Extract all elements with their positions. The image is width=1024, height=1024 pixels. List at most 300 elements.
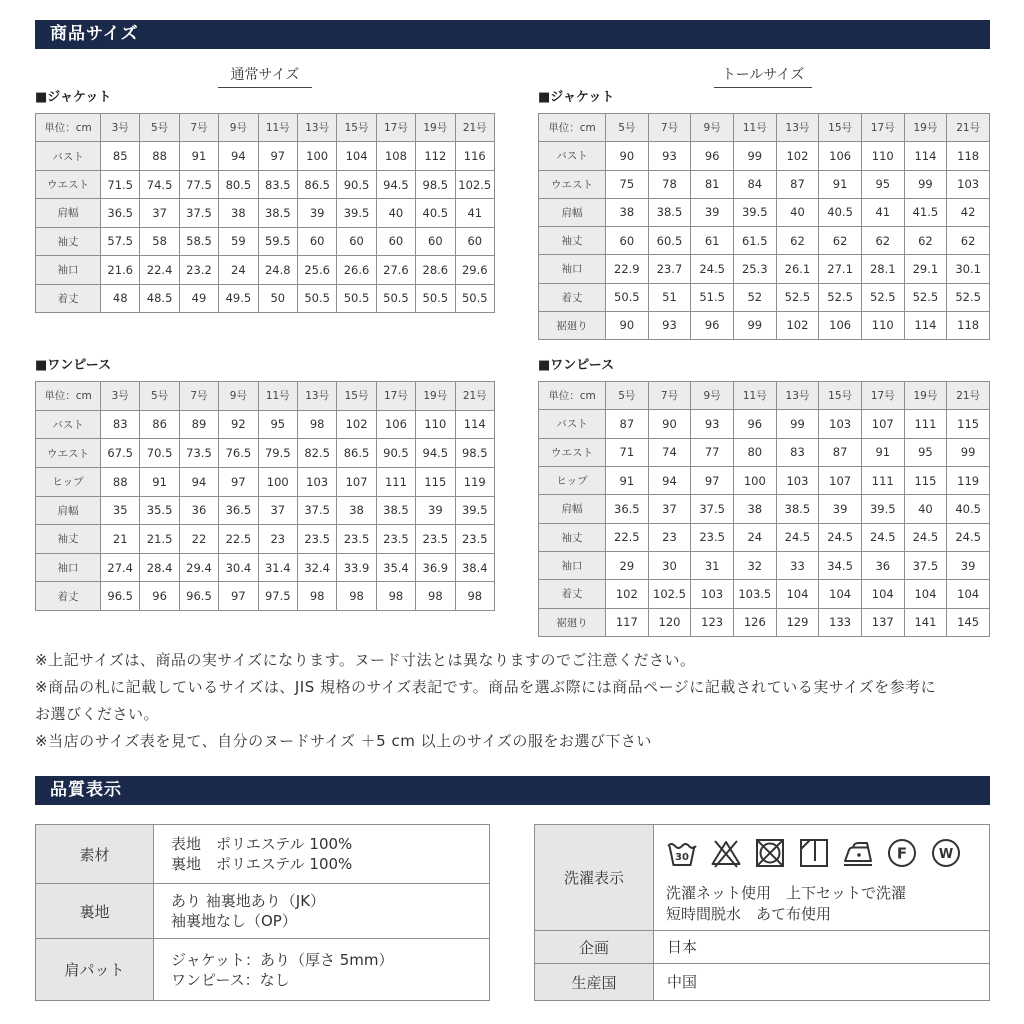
size-value-cell: 23.2 [179,256,218,284]
measurement-row [36,582,495,611]
size-value-cell: 24.5 [691,255,734,283]
size-value-cell: 95 [904,438,947,466]
size-value-cell: 80 [733,438,776,466]
size-value-cell: 96 [691,311,734,339]
size-value-cell: 31.4 [258,553,297,582]
size-value-cell: 21.6 [101,256,140,284]
size-column-header: 5号 [606,114,649,142]
size-column-header: 11号 [258,114,297,142]
measurement-row [539,495,990,523]
size-value-cell: 23 [648,523,691,551]
size-value-cell: 52.5 [904,283,947,311]
size-column-header: 11号 [733,382,776,410]
size-value-cell: 62 [819,227,862,255]
measurement-row [539,227,990,255]
size-value-cell: 87 [606,410,649,438]
measurement-row [539,283,990,311]
regular-size-title: 通常サイズ [218,64,312,88]
size-value-cell: 29.6 [455,256,494,284]
size-value-cell: 104 [819,580,862,608]
size-value-cell: 98 [337,582,376,611]
measurement-label: ウエスト [36,439,101,468]
size-value-cell: 83 [776,438,819,466]
size-value-cell: 118 [947,142,990,170]
size-value-cell: 29.1 [904,255,947,283]
size-column-header: 3号 [101,382,140,411]
size-value-cell: 97 [258,142,297,170]
size-value-cell: 71.5 [101,170,140,198]
size-note-line: ※商品の札に記載しているサイズは、JIS 規格のサイズ表記です。商品を選ぶ際には商品ページに記載されている実サイズを参考に [35,678,937,696]
shoulder-pad-label: 肩パット [36,939,154,1001]
size-value-cell: 98 [297,582,336,611]
measurement-row [539,198,990,226]
measurement-row [36,170,495,198]
size-value-cell: 50.5 [606,283,649,311]
size-value-cell: 62 [861,227,904,255]
size-value-cell: 71 [606,438,649,466]
size-value-cell: 91 [179,142,218,170]
size-value-cell: 22.9 [606,255,649,283]
size-value-cell: 97 [219,582,258,611]
quality-section-header [35,776,990,805]
size-value-cell: 50.5 [337,284,376,312]
size-value-cell: 115 [947,410,990,438]
lining-value [154,884,490,939]
size-value-cell: 36 [179,496,218,525]
size-value-cell: 48.5 [140,284,179,312]
origin-label: 生産国 [535,964,654,1001]
lining-label: 裏地 [36,884,154,939]
measurement-label: バスト [36,410,101,439]
size-value-cell: 31 [691,551,734,579]
no-bleach-icon [710,837,742,869]
size-note-line: お選びください。 [35,705,160,723]
measurement-row [539,438,990,466]
size-value-cell: 48 [101,284,140,312]
quality-care-table [534,824,990,1001]
size-value-cell: 38.5 [648,198,691,226]
size-value-cell: 106 [819,311,862,339]
size-value-cell: 60.5 [648,227,691,255]
size-value-cell: 23.7 [648,255,691,283]
size-value-cell: 40.5 [416,199,455,227]
size-value-cell: 129 [776,608,819,636]
size-column-header: 15号 [819,382,862,410]
size-value-cell: 90.5 [337,170,376,198]
size-value-cell: 39 [691,198,734,226]
material-row [36,825,490,884]
size-value-cell: 29 [606,551,649,579]
size-value-cell: 118 [947,311,990,339]
dry-clean-f-icon [886,837,918,869]
size-value-cell: 77.5 [179,170,218,198]
size-value-cell: 60 [337,227,376,255]
size-value-cell: 74 [648,438,691,466]
origin-row [535,964,990,1001]
lining-onepiece-line: 袖裏地なし（OP） [171,912,297,930]
planning-value: 日本 [654,931,990,964]
measurement-label: 肩幅 [539,495,606,523]
size-value-cell: 60 [297,227,336,255]
size-value-cell: 111 [376,467,415,496]
size-value-cell: 116 [455,142,494,170]
size-value-cell: 24.5 [861,523,904,551]
size-value-cell: 38.4 [455,553,494,582]
planning-label: 企画 [535,931,654,964]
size-value-cell: 38.5 [776,495,819,523]
size-value-cell: 117 [606,608,649,636]
size-value-cell: 57.5 [101,227,140,255]
size-value-cell: 41.5 [904,198,947,226]
size-section-header [35,20,990,49]
outer-fabric-line: 表地 ポリエステル 100% [171,835,353,853]
size-value-cell: 25.6 [297,256,336,284]
size-value-cell: 27.1 [819,255,862,283]
size-value-cell: 98 [297,410,336,439]
measurement-label: 袖口 [539,255,606,283]
size-value-cell: 32.4 [297,553,336,582]
size-column-header: 15号 [337,382,376,411]
size-value-cell: 98.5 [455,439,494,468]
measurement-row [539,608,990,636]
measurement-row [539,255,990,283]
size-value-cell: 62 [947,227,990,255]
size-value-cell: 30.1 [947,255,990,283]
regular-jacket-size-table [35,113,495,313]
size-column-header: 15号 [337,114,376,142]
care-icons [666,837,989,869]
size-value-cell: 76.5 [219,439,258,468]
size-value-cell: 119 [455,467,494,496]
size-value-cell: 39.5 [337,199,376,227]
size-value-cell: 90 [648,410,691,438]
size-value-cell: 36.5 [219,496,258,525]
size-value-cell: 27.4 [101,553,140,582]
size-value-cell: 60 [455,227,494,255]
size-value-cell: 29.4 [179,553,218,582]
measurement-row [36,410,495,439]
size-value-cell: 99 [776,410,819,438]
size-column-header: 13号 [297,382,336,411]
size-notes [35,647,1005,755]
size-value-cell: 103 [819,410,862,438]
size-value-cell: 88 [101,467,140,496]
size-value-cell: 97.5 [258,582,297,611]
size-value-cell: 39.5 [861,495,904,523]
size-column-header: 5号 [140,114,179,142]
material-label: 素材 [36,825,154,884]
size-value-cell: 85 [101,142,140,170]
size-value-cell: 104 [776,580,819,608]
size-value-cell: 114 [455,410,494,439]
size-value-cell: 39 [416,496,455,525]
size-value-cell: 106 [819,142,862,170]
regular-jacket-heading: ■ジャケット [35,90,112,105]
care-row [535,825,990,931]
size-value-cell: 24.8 [258,256,297,284]
size-value-cell: 24.5 [947,523,990,551]
size-value-cell: 111 [904,410,947,438]
size-value-cell: 52.5 [947,283,990,311]
unit-header: 単位：cm [36,382,101,411]
size-value-cell: 27.6 [376,256,415,284]
size-value-cell: 96 [140,582,179,611]
size-value-cell: 88 [140,142,179,170]
measurement-label: 着丈 [36,582,101,611]
size-value-cell: 23.5 [337,525,376,554]
size-value-cell: 81 [691,170,734,198]
size-value-cell: 87 [776,170,819,198]
size-value-cell: 114 [904,142,947,170]
size-value-cell: 23.5 [416,525,455,554]
size-value-cell: 24.5 [776,523,819,551]
size-value-cell: 93 [648,311,691,339]
size-value-cell: 94.5 [376,170,415,198]
size-column-header: 9号 [219,114,258,142]
tall-jacket-size-table [538,113,990,340]
size-value-cell: 106 [376,410,415,439]
iron-low-icon [842,837,874,869]
size-value-cell: 98.5 [416,170,455,198]
size-value-cell: 90 [606,311,649,339]
size-value-cell: 110 [861,142,904,170]
size-value-cell: 58.5 [179,227,218,255]
measurement-label: バスト [36,142,101,170]
size-value-cell: 37.5 [904,551,947,579]
size-value-cell: 107 [861,410,904,438]
size-value-cell: 133 [819,608,862,636]
size-value-cell: 62 [776,227,819,255]
size-value-cell: 41 [861,198,904,226]
measurement-label: ウエスト [36,170,101,198]
measurement-row [36,553,495,582]
measurement-row [539,466,990,494]
size-value-cell: 102.5 [455,170,494,198]
size-value-cell: 26.6 [337,256,376,284]
size-value-cell: 93 [648,142,691,170]
size-header-row [36,382,495,411]
size-value-cell: 38 [219,199,258,227]
size-value-cell: 115 [416,467,455,496]
size-value-cell: 70.5 [140,439,179,468]
size-value-cell: 60 [606,227,649,255]
size-value-cell: 23 [258,525,297,554]
size-column-header: 21号 [947,382,990,410]
quality-fabric-table [35,824,490,1001]
wash-temperature-label: 30 [675,852,689,863]
size-value-cell: 24 [733,523,776,551]
measurement-row [36,199,495,227]
size-value-cell: 30 [648,551,691,579]
size-value-cell: 52.5 [776,283,819,311]
size-column-header: 19号 [904,114,947,142]
size-value-cell: 36 [861,551,904,579]
measurement-label: ヒップ [36,467,101,496]
shoulder-pad-row [36,939,490,1001]
size-column-header: 21号 [455,382,494,411]
size-value-cell: 104 [861,580,904,608]
measurement-label: 袖口 [539,551,606,579]
size-value-cell: 23.5 [376,525,415,554]
size-value-cell: 96.5 [101,582,140,611]
size-column-header: 9号 [691,114,734,142]
size-value-cell: 41 [455,199,494,227]
size-value-cell: 96 [691,142,734,170]
size-value-cell: 97 [691,466,734,494]
measurement-row [36,142,495,170]
size-value-cell: 104 [947,580,990,608]
size-column-header: 3号 [101,114,140,142]
size-column-header: 15号 [819,114,862,142]
size-column-header: 13号 [776,382,819,410]
size-value-cell: 34.5 [819,551,862,579]
size-value-cell: 58 [140,227,179,255]
size-note-line: ※上記サイズは、商品の実サイズになります。ヌード寸法とは異なりますのでご注意ください。 [35,651,696,669]
size-value-cell: 94 [648,466,691,494]
size-value-cell: 22.4 [140,256,179,284]
size-value-cell: 100 [297,142,336,170]
size-value-cell: 73.5 [179,439,218,468]
size-value-cell: 23.5 [455,525,494,554]
size-value-cell: 35.4 [376,553,415,582]
size-value-cell: 123 [691,608,734,636]
size-value-cell: 62 [904,227,947,255]
size-value-cell: 107 [819,466,862,494]
size-value-cell: 94 [179,467,218,496]
size-value-cell: 103.5 [733,580,776,608]
measurement-row [36,284,495,312]
quality-section-title: 品質表示 [50,780,122,800]
size-value-cell: 67.5 [101,439,140,468]
size-value-cell: 98 [455,582,494,611]
size-value-cell: 40.5 [947,495,990,523]
size-value-cell: 107 [337,467,376,496]
size-value-cell: 78 [648,170,691,198]
size-value-cell: 112 [416,142,455,170]
size-value-cell: 37.5 [691,495,734,523]
size-value-cell: 25.3 [733,255,776,283]
unit-header: 単位：cm [539,382,606,410]
measurement-label: ヒップ [539,466,606,494]
size-value-cell: 50.5 [416,284,455,312]
measurement-row [539,580,990,608]
care-instruction-line: 洗濯ネット使用 上下セットで洗濯 [666,884,907,902]
tall-onepiece-heading: ■ワンピース [538,358,615,373]
size-value-cell: 33 [776,551,819,579]
size-value-cell: 98 [376,582,415,611]
size-value-cell: 21.5 [140,525,179,554]
size-value-cell: 50.5 [297,284,336,312]
size-value-cell: 39.5 [455,496,494,525]
size-value-cell: 102.5 [648,580,691,608]
size-value-cell: 33.9 [337,553,376,582]
size-value-cell: 30.4 [219,553,258,582]
size-value-cell: 93 [691,410,734,438]
measurement-label: 袖口 [36,256,101,284]
tall-size-title: トールサイズ [714,64,812,88]
size-value-cell: 120 [648,608,691,636]
size-value-cell: 96 [733,410,776,438]
size-value-cell: 99 [733,142,776,170]
size-value-cell: 86.5 [337,439,376,468]
size-value-cell: 24.5 [904,523,947,551]
size-column-header: 21号 [947,114,990,142]
line-dry-shade-icon [798,837,830,869]
size-value-cell: 59.5 [258,227,297,255]
size-value-cell: 32 [733,551,776,579]
size-value-cell: 115 [904,466,947,494]
measurement-label: 着丈 [539,283,606,311]
size-value-cell: 37.5 [297,496,336,525]
size-value-cell: 91 [606,466,649,494]
size-value-cell: 99 [947,438,990,466]
measurement-row [539,311,990,339]
measurement-label: 裾廻り [539,608,606,636]
measurement-row [539,170,990,198]
size-value-cell: 82.5 [297,439,336,468]
measurement-label: 袖口 [36,553,101,582]
size-value-cell: 23.5 [297,525,336,554]
size-value-cell: 40 [904,495,947,523]
size-value-cell: 39 [819,495,862,523]
size-column-header: 7号 [648,114,691,142]
size-value-cell: 137 [861,608,904,636]
size-column-header: 13号 [297,114,336,142]
size-value-cell: 102 [776,142,819,170]
size-column-header: 21号 [455,114,494,142]
size-value-cell: 86.5 [297,170,336,198]
care-instruction-line: 短時間脱水 あて布使用 [666,905,832,923]
size-value-cell: 100 [733,466,776,494]
origin-value: 中国 [654,964,990,1001]
regular-onepiece-heading: ■ワンピース [35,358,112,373]
size-value-cell: 38.5 [376,496,415,525]
size-value-cell: 60 [376,227,415,255]
size-value-cell: 28.4 [140,553,179,582]
size-value-cell: 35 [101,496,140,525]
size-value-cell: 104 [904,580,947,608]
regular-onepiece-size-table [35,381,495,611]
size-value-cell: 50.5 [376,284,415,312]
size-value-cell: 90 [606,142,649,170]
size-value-cell: 51 [648,283,691,311]
size-value-cell: 40.5 [819,198,862,226]
size-value-cell: 97 [219,467,258,496]
size-value-cell: 40 [776,198,819,226]
size-value-cell: 99 [733,311,776,339]
measurement-label: 着丈 [539,580,606,608]
size-value-cell: 52.5 [819,283,862,311]
size-value-cell: 114 [904,311,947,339]
size-value-cell: 28.1 [861,255,904,283]
size-column-header: 9号 [219,382,258,411]
care-label: 洗濯表示 [535,825,654,931]
size-column-header: 9号 [691,382,734,410]
size-column-header: 17号 [376,382,415,411]
size-column-header: 17号 [376,114,415,142]
size-value-cell: 37 [258,496,297,525]
size-column-header: 17号 [861,382,904,410]
size-value-cell: 39 [947,551,990,579]
wet-clean-letter: W [938,847,954,862]
size-value-cell: 23.5 [691,523,734,551]
measurement-label: 袖丈 [36,227,101,255]
size-value-cell: 51.5 [691,283,734,311]
size-column-header: 5号 [140,382,179,411]
shoulder-pad-onepiece-line: ワンピース：なし [171,970,290,989]
measurement-label: ウエスト [539,438,606,466]
size-value-cell: 61 [691,227,734,255]
